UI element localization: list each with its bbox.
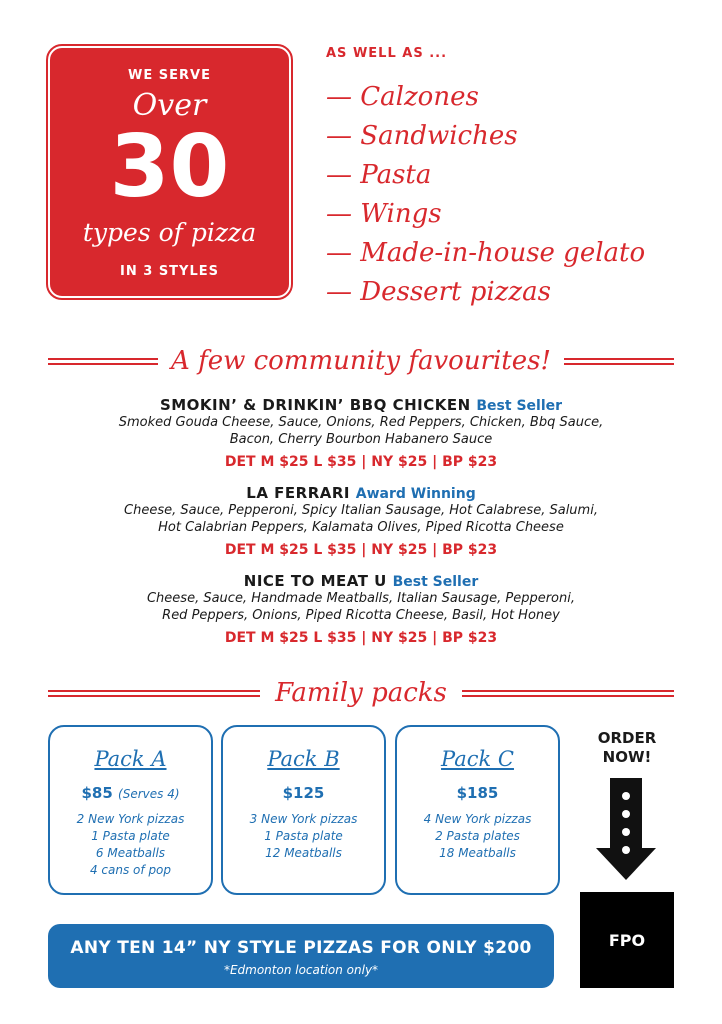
favourite-name: SMOKIN’ & DRINKIN’ BBQ CHICKEN [159,396,471,414]
badge-over: Over [132,88,207,123]
pizza-count-badge [48,46,291,298]
pack-price: $85 [81,784,113,802]
badge-number: 30 [109,117,230,217]
pack-item: 2 New York pizzas [76,812,185,826]
pack-item: 18 Meatballs [439,846,516,860]
pack-card[interactable] [395,725,560,895]
arrow-dot [622,846,630,854]
favourite-item [60,396,662,470]
family-heading: Family packs [275,678,447,708]
pack-title: Pack C [441,747,514,771]
extras-list [326,78,645,312]
promo-banner[interactable] [48,924,554,988]
pack-card[interactable] [48,725,213,895]
favourite-desc: Hot Calabrian Peppers, Kalamata Olives, Piped Ricotta Cheese [158,520,564,535]
favourite-price: DET M $25 L $35 | NY $25 | BP $23 [224,542,498,558]
favourite-desc: Cheese, Sauce, Pepperoni, Spicy Italian Sausage, Hot Calabrese, Salumi, [124,503,598,518]
as-well-heading: AS WELL AS ... [326,46,448,61]
favourite-item [60,572,662,646]
pack-serves: (Serves 4) [118,787,180,801]
pack-title: Pack A [94,747,167,771]
pack-item: 1 Pasta plate [91,829,170,843]
order-line-1: ORDER [597,729,657,747]
pack-price: $185 [456,784,499,802]
favourites-divider [48,346,674,376]
arrow-dot [622,792,630,800]
favourite-tag: Award Winning [355,486,476,502]
order-now-label[interactable] [580,729,674,767]
extras-item: — Sandwiches [326,121,518,151]
pack-title: Pack B [267,747,340,771]
badge-we-serve: WE SERVE [128,68,211,83]
pack-card[interactable] [221,725,386,895]
favourite-desc: Cheese, Sauce, Handmade Meatballs, Italian Sausage, Pepperoni, [146,591,575,606]
pack-price: $125 [282,784,325,802]
pack-item: 2 Pasta plates [435,829,520,843]
fpo-placeholder: FPO [580,892,674,988]
promo-sub: *Edmonton location only* [223,963,379,977]
pack-items [50,811,211,879]
favourite-price: DET M $25 L $35 | NY $25 | BP $23 [224,454,498,470]
favourite-tag: Best Seller [476,398,563,414]
arrow-dot [622,810,630,818]
arrow-dot [622,828,630,836]
extras-item: — Wings [326,199,442,229]
favourite-desc: Red Peppers, Onions, Piped Ricotta Cheese, Basil, Hot Honey [162,608,560,623]
favourite-name: NICE TO MEAT U [243,572,387,590]
pack-items [397,811,558,862]
badge-types: types of pizza [82,218,257,247]
favourite-price: DET M $25 L $35 | NY $25 | BP $23 [224,630,498,646]
pack-items [223,811,384,862]
favourite-desc: Bacon, Cherry Bourbon Habanero Sauce [229,432,493,447]
extras-item: — Pasta [326,160,432,190]
favourite-desc: Smoked Gouda Cheese, Sauce, Onions, Red Peppers, Chicken, Bbq Sauce, [118,415,604,430]
favourite-item [60,484,662,558]
pack-item: 1 Pasta plate [264,829,343,843]
extras-item: — Calzones [326,82,479,112]
family-divider [48,678,674,708]
favourites-heading: A few community favourites! [171,346,551,376]
pack-item: 4 cans of pop [89,863,172,877]
extras-item: — Made-in-house gelato [326,238,646,268]
pack-item: 6 Meatballs [95,846,166,860]
pack-item: 12 Meatballs [265,846,342,860]
extras-item: — Dessert pizzas [326,277,551,307]
favourite-tag: Best Seller [392,574,479,590]
badge-styles: IN 3 STYLES [120,264,219,279]
promo-main: ANY TEN 14” NY STYLE PIZZAS FOR ONLY $200 [70,938,532,958]
pack-item: 3 New York pizzas [249,812,358,826]
order-line-2: NOW! [602,748,652,766]
pack-item: 4 New York pizzas [423,812,532,826]
favourite-name: LA FERRARI [246,484,350,502]
